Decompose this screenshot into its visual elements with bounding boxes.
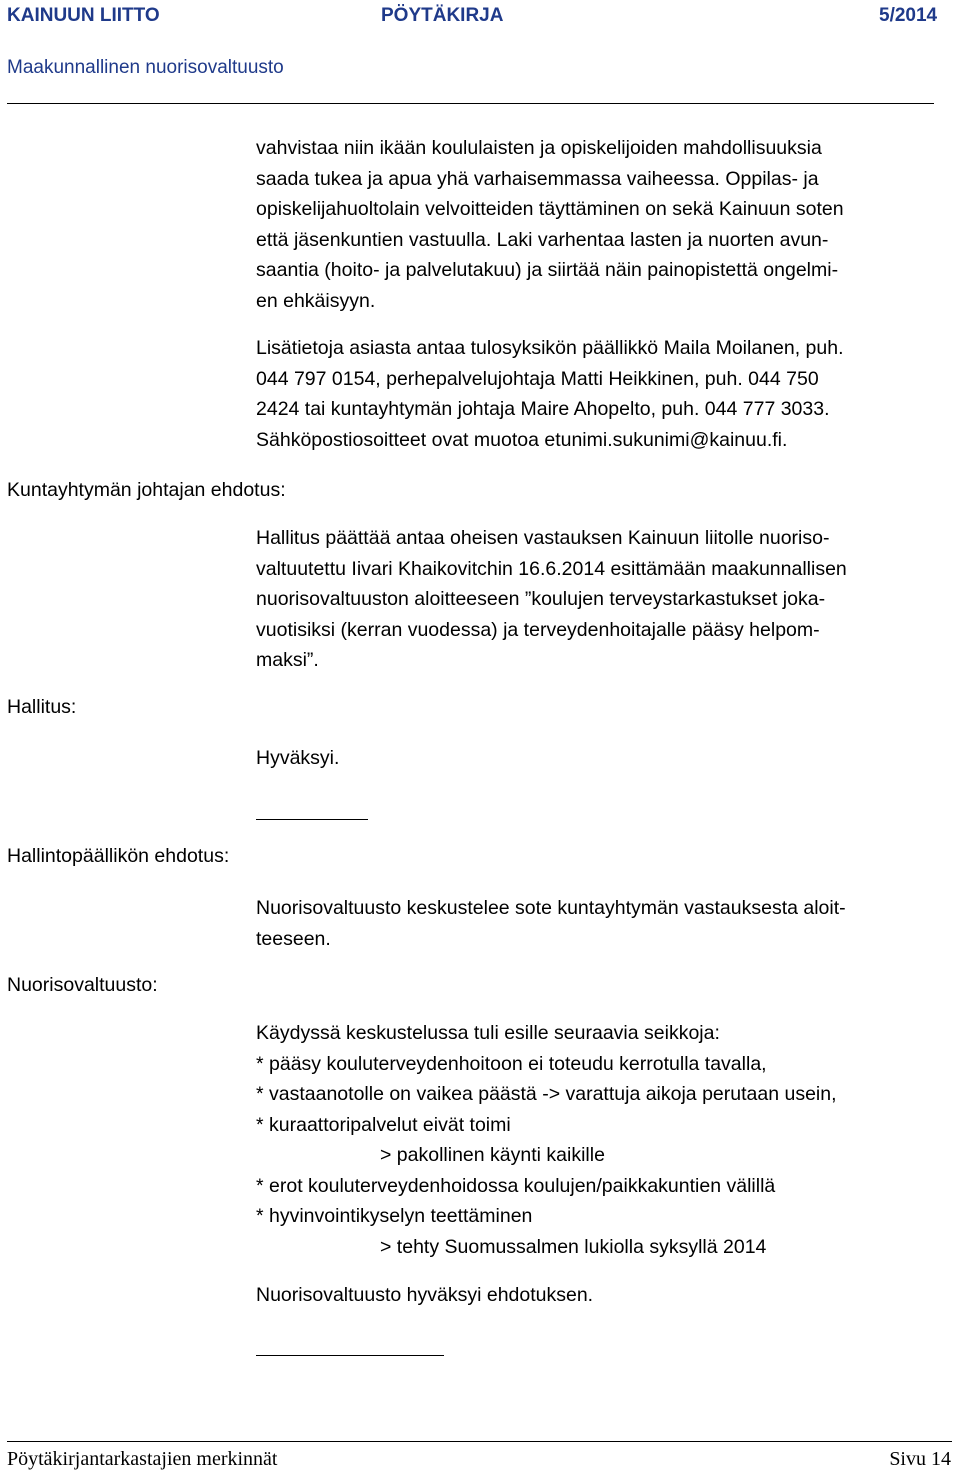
background-paragraph [256,133,844,316]
document-type: PÖYTÄKIRJA [381,5,504,26]
text-line: teeseen. [256,927,331,950]
decision-approved: Hyväksyi. [256,747,340,769]
text-line: vahvistaa niin ikään koululaisten ja opiskelijoiden mahdollisuuksia [256,137,822,159]
section-divider [256,1355,444,1356]
text-line: Nuorisovaltuusto keskustelee sote kuntayhtymän vastauksesta aloit- [256,897,846,919]
text-line: että jäsenkuntien vastuulla. Laki varhentaa lasten ja nuorten avun- [256,228,829,251]
label-hallintopaallikon-ehdotus: Hallintopäällikön ehdotus: [7,845,230,867]
text-line: Sähköpostiosoitteet ovat muotoa etunimi.sukunimi@kainuu.fi. [256,428,788,451]
text-line: 2424 tai kuntayhtymän johtaja Maire Ahopelto, puh. 044 777 3033. [256,398,830,420]
text-line: valtuutettu Iivari Khaikovitchin 16.6.2014 esittämään maakunnallisen [256,557,847,580]
text-line: saada tukea ja apua yhä varhaisemmassa vaiheessa. Oppilas- ja [256,167,819,190]
discussion-intro-paragraph [256,893,846,954]
list-subitem: > tehty Suomussalmen lukiolla syksyllä 2014 [380,1235,767,1258]
text-line: nuorisovaltuuston aloitteeseen ”koulujen terveystarkastukset joka- [256,588,826,610]
text-line: opiskelijahuoltolain velvoitteiden täyttäminen on sekä Kainuun soten [256,198,844,220]
list-item: * hyvinvointikyselyn teettäminen [256,1205,533,1227]
meeting-body: Maakunnallinen nuorisovaltuusto [7,57,284,78]
list-heading: Käydyssä keskustelussa tuli esille seuraavia seikkoja: [256,1022,720,1044]
text-line: saantia (hoito- ja palvelutakuu) ja siirtää näin painopistettä ongelmi- [256,259,839,281]
organization-name: KAINUUN LIITTO [7,5,160,26]
label-nuorisovaltuusto: Nuorisovaltuusto: [7,974,158,996]
section-divider [256,819,368,820]
list-item: * kuraattoripalvelut eivät toimi [256,1113,511,1136]
header-divider [7,103,934,104]
text-line: 044 797 0154, perhepalvelujohtaja Matti Heikkinen, puh. 044 750 [256,367,819,390]
page-number: Sivu 14 [889,1448,951,1470]
label-kuntayhtyman-johtajan-ehdotus: Kuntayhtymän johtajan ehdotus: [7,479,286,501]
text-line: Lisätietoja asiasta antaa tulosyksikön päällikkö Maila Moilanen, puh. [256,337,844,359]
contact-info-paragraph [256,333,844,455]
text-line: vuotisiksi (kerran vuodessa) ja terveydenhoitajalle pääsy helpom- [256,618,820,641]
discussion-points [256,1018,837,1262]
text-line: maksi”. [256,649,319,671]
text-line: en ehkäisyyn. [256,289,376,312]
list-item: * pääsy kouluterveydenhoitoon ei toteudu kerrotulla tavalla, [256,1052,767,1075]
list-item: * vastaanotolle on vaikea päästä -> varattuja aikoja perutaan usein, [256,1083,837,1105]
document-number: 5/2014 [879,5,938,26]
list-item: * erot kouluterveydenhoidossa koulujen/paikkakuntien välillä [256,1174,776,1197]
final-decision: Nuorisovaltuusto hyväksyi ehdotuksen. [256,1284,594,1306]
footer-divider [7,1441,952,1442]
text-line: Hallitus päättää antaa oheisen vastauksen Kainuun liitolle nuoriso- [256,527,830,549]
footer-reviewer-notes: Pöytäkirjantarkastajien merkinnät [7,1448,278,1470]
label-hallitus: Hallitus: [7,696,77,718]
list-subitem: > pakollinen käynti kaikille [380,1144,605,1166]
proposal-paragraph [256,523,847,676]
